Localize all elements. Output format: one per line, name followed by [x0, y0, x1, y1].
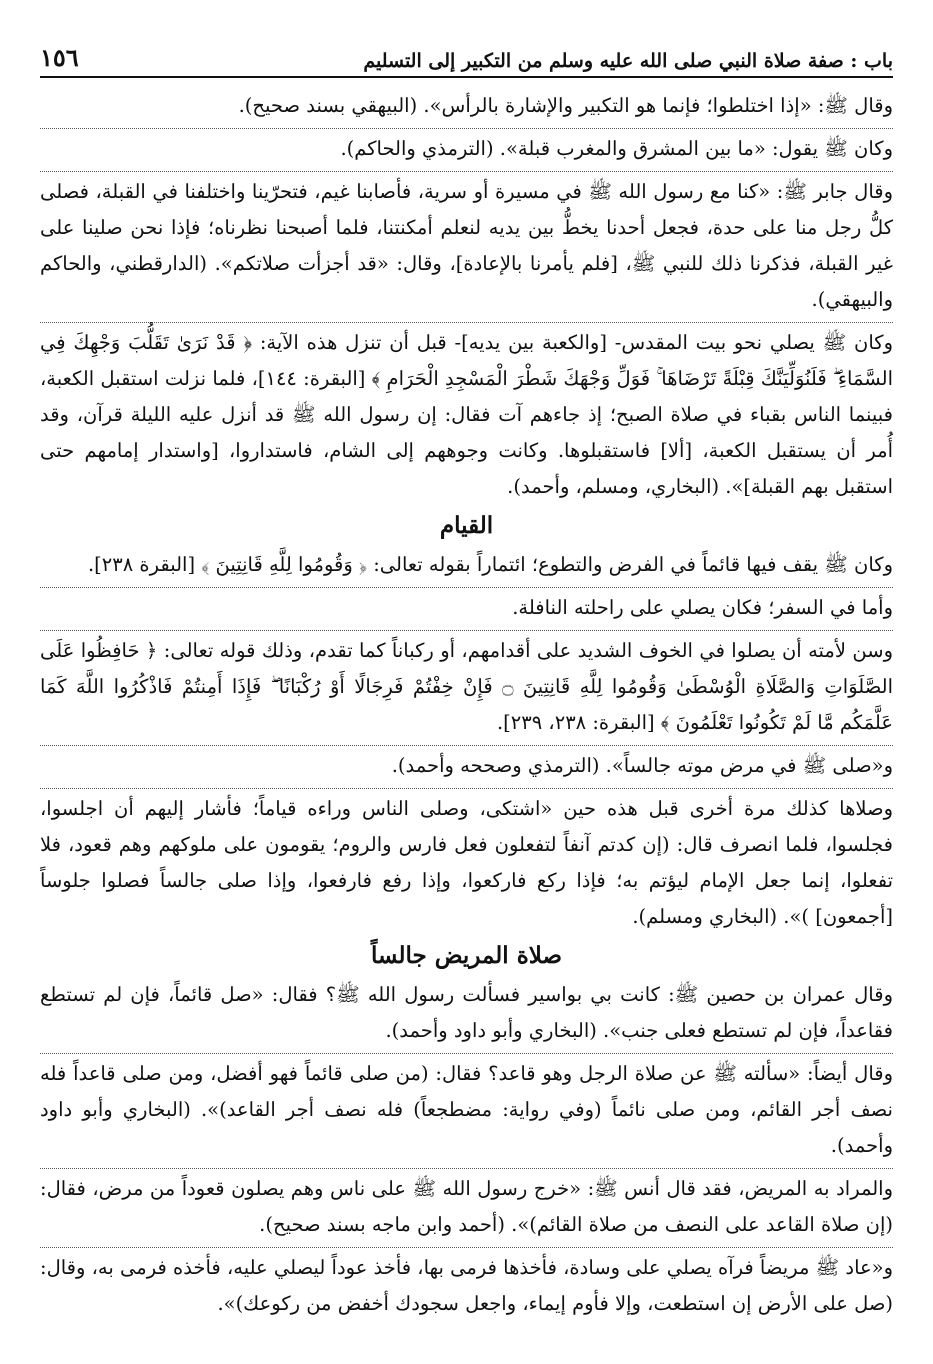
- divider: [40, 128, 893, 129]
- paragraph: وقال جابر ﷺ: «كنا مع رسول الله ﷺ في مسيرة أو سرية، فأصابنا غيم، فتحرّينا واختلفنا في القبلة، فصلى كلُّ رجل منا على حدة، فجعل أحدنا يخطُّ بين يديه لنعلم أمكنتنا، فلما أصبحنا نظرناه؛ فإذا نحن صلينا على غير القبلة، فذكرنا ذلك للنبي ﷺ، [فلم يأمرنا بالإعادة]، وقال: «قد أجزأت صلاتكم». (الدارقطني، والحاكم والبيهقي).: [40, 180, 893, 311]
- paragraph: و«صلى ﷺ في مرض موته جالساً». (الترمذي وصححه وأحمد).: [391, 754, 893, 777]
- divider: [40, 1247, 893, 1248]
- paragraph: وكان ﷺ يقول: «ما بين المشرق والمغرب قبلة». (الترمذي والحاكم).: [340, 137, 893, 160]
- section-title: صلاة المريض جالساً: [370, 942, 563, 969]
- divider: [40, 171, 893, 172]
- paragraph: وكان ﷺ يصلي نحو بيت المقدس- [والكعبة بين يديه]- قبل أن تنزل هذه الآية: ﴿ قَدْ نَرَىٰ تَقَلُّبَ وَجْهِكَ فِي السَّمَاءِ ۖ فَلَنُوَلِّيَنَّكَ قِبْلَةً تَرْضَاهَا ۚ فَوَلِّ وَجْهَكَ شَطْرَ الْمَسْجِدِ الْحَرَامِ ﴾ [البقرة: ١٤٤]، فلما نزلت استقبل الكعبة، فبينما الناس بقباء في صلاة الصبح؛ إذ جاءهم آت فقال: إن رسول الله ﷺ قد أنزل عليه الليلة قرآن، وقد أُمر أن يستقبل الكعبة، [ألا] فاستقبلوها. وكانت وجوههم إلى الشام، فاستداروا، [واستدار إمامهم حتى استقبل بهم القبلة]». (البخاري، ومسلم، وأحمد).: [40, 331, 893, 498]
- page-body: [40, 88, 893, 1322]
- paragraph: وسن لأمته أن يصلوا في الخوف الشديد على أقدامهم، أو ركباناً كما تقدم، وذلك قوله تعالى: ﴿ حَافِظُوا عَلَى الصَّلَوَاتِ وَالصَّلَاةِ الْوُسْطَىٰ وَقُومُوا لِلَّهِ قَانِتِينَ ۝ فَإِنْ خِفْتُمْ فَرِجَالًا أَوْ رُكْبَانًا ۖ فَإِذَا أَمِنتُمْ فَاذْكُرُوا اللَّهَ كَمَا عَلَّمَكُم مَّا لَمْ تَكُونُوا تَعْلَمُونَ ﴾ [البقرة: ٢٣٨، ٢٣٩].: [40, 639, 894, 734]
- page-header: [40, 40, 893, 78]
- divider: [40, 630, 893, 631]
- paragraph: و«عاد ﷺ مريضاً فرآه يصلي على وسادة، فأخذها فرمى بها، فأخذ عوداً ليصلي عليه، فأخذه فرمى به، وقال: (صل على الأرض إن استطعت، وإلا فأوم إيماء، واجعل سجودك أخفض من ركوعك)».: [40, 1256, 893, 1315]
- document-page: [40, 40, 893, 1340]
- divider: [40, 788, 893, 789]
- paragraph: والمراد به المريض، فقد قال أنس ﷺ: «خرج رسول الله ﷺ على ناس وهم يصلون قعوداً من مرض، فقال: (إن صلاة القاعد على النصف من صلاة القائم)». (أحمد وابن ماجه بسند صحيح).: [40, 1177, 893, 1236]
- paragraph: وقال ﷺ: «إذا اختلطوا؛ فإنما هو التكبير والإشارة بالرأس». (البيهقي بسند صحيح).: [238, 94, 893, 117]
- section-title: القيام: [439, 512, 494, 539]
- paragraph: وقال عمران بن حصين ﷺ: كانت بي بواسير فسألت رسول الله ﷺ؟ فقال: «صل قائماً، فإن لم تستطع فقاعداً، فإن لم تستطع فعلى جنب». (البخاري وأبو داود وأحمد).: [40, 983, 893, 1042]
- paragraph: وصلاها كذلك مرة أخرى قبل هذه حين «اشتكى، وصلى الناس وراءه قياماً؛ فأشار إليهم أن اجلسوا، فجلسوا، فلما انصرف قال: (إن كدتم آنفاً لتفعلون فعل فارس والروم؛ يقومون على ملوكهم وهم قعود، فلا تفعلوا، إنما جعل الإمام ليؤتم به؛ فإذا ركع فاركعوا، وإذا رفع فارفعوا، وإذا صلى جالساً فصلوا جلوساً [أجمعون] )». (البخاري ومسلم).: [40, 797, 893, 928]
- paragraph: وقال أيضاً: «سألته ﷺ عن صلاة الرجل وهو قاعد؟ فقال: (من صلى قائماً فهو أفضل، ومن صلى قاعداً فله نصف أجر القائم، ومن صلى نائماً (وفي رواية: مضطجعاً) فله نصف أجر القاعد)». (البخاري وأبو داود وأحمد).: [40, 1062, 893, 1157]
- divider: [40, 745, 893, 746]
- divider: [40, 1168, 893, 1169]
- divider: [40, 1053, 893, 1054]
- chapter-title: باب : صفة صلاة النبي صلى الله عليه وسلم من التكبير إلى التسليم: [363, 50, 893, 72]
- divider: [40, 587, 893, 588]
- paragraph: وأما في السفر؛ فكان يصلي على راحلته النافلة.: [512, 596, 893, 619]
- paragraph: وكان ﷺ يقف فيها قائماً في الفرض والتطوع؛ ائتماراً بقوله تعالى: ﴿ وَقُومُوا لِلَّهِ قَانِتِينَ ﴾ [البقرة ٢٣٨].: [87, 553, 893, 576]
- divider: [40, 322, 893, 323]
- page-number: ١٥٦: [40, 43, 79, 72]
